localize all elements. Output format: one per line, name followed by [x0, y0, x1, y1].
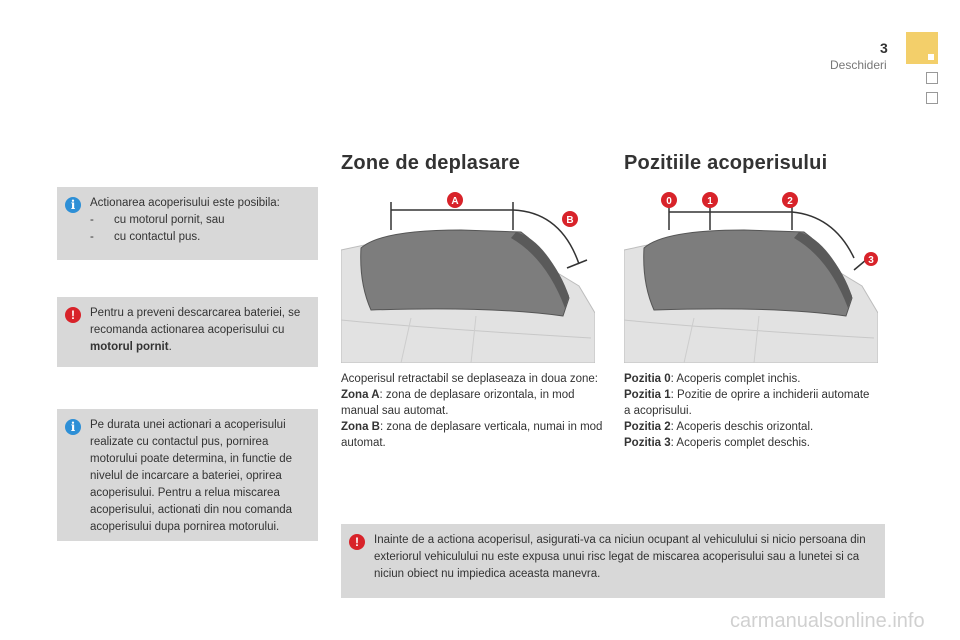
- warning-icon: !: [349, 534, 365, 550]
- warning-text: Inainte de a actiona acoperisul, asigurati-va ca niciun ocupant al vehiculului si nicio persoana din exteriorul vehiculului nu este expusa unui risc legat de miscarea acoperisului sau a lunetei si ca niciun obiect nu impiedica aceasta manevra.: [374, 534, 866, 580]
- info-box-operation: [57, 187, 318, 260]
- info-intro: Actionarea acoperisului este posibila:: [90, 197, 280, 209]
- positions-description: [624, 371, 874, 451]
- watermark: carmanualsonline.info: [730, 610, 925, 632]
- chapter-tab: [926, 72, 938, 84]
- marker-a-label: A: [451, 196, 459, 207]
- zones-description: [341, 371, 606, 451]
- chapter-tab-active: [906, 32, 938, 64]
- info-box-engine-start: [57, 409, 318, 541]
- position-item: Pozitia 0: Acoperis complet inchis.: [624, 373, 801, 385]
- zone-b-item: Zona B: zona de deplasare verticala, numai in mod automat.: [341, 421, 603, 449]
- warning-text: Pentru a preveni descarcarea bateriei, se recomanda actionarea acoperisului cu motorul pornit.: [90, 307, 301, 353]
- marker-3-label: 3: [868, 255, 874, 266]
- zones-heading: Zone de deplasare: [341, 152, 521, 174]
- chapter-tab: [926, 92, 938, 104]
- marker-b-label: B: [566, 215, 574, 226]
- warning-box-occupants: [341, 524, 885, 598]
- roof-positions-diagram: [624, 188, 878, 363]
- marker-2-label: 2: [787, 196, 793, 207]
- info-icon: i: [65, 419, 81, 435]
- warning-box-battery: [57, 297, 318, 367]
- marker-1-label: 1: [707, 196, 713, 207]
- marker-0-label: 0: [666, 196, 672, 207]
- zone-a-item: Zona A: zona de deplasare orizontala, in mod manual sau automat.: [341, 389, 575, 417]
- position-item: Pozitia 3: Acoperis complet deschis.: [624, 437, 810, 449]
- zones-intro: Acoperisul retractabil se deplaseaza in doua zone:: [341, 373, 598, 385]
- position-item: Pozitia 2: Acoperis deschis orizontal.: [624, 421, 814, 433]
- warning-icon: !: [65, 307, 81, 323]
- page-number: 3: [880, 40, 888, 56]
- position-item: Pozitia 1: Pozitie de oprire a inchiderii automate a acoprisului.: [624, 389, 870, 417]
- list-item: - cu contactul pus.: [90, 231, 201, 243]
- info-icon: i: [65, 197, 81, 213]
- roof-zones-diagram: [341, 188, 595, 363]
- section-title: Deschideri: [830, 58, 887, 72]
- list-item: - cu motorul pornit, sau: [90, 214, 225, 226]
- info-text: Pe durata unei actionari a acoperisului realizate cu contactul pus, pornirea motorului poate determina, in functie de nivelul de incarcare a bateriei, oprirea acoperisului. Pentru a relua miscarea acoperisului, actionati din nou comanda acoperisului dupa pornirea motorului.: [90, 419, 293, 533]
- positions-heading: Pozitiile acoperisului: [624, 152, 828, 174]
